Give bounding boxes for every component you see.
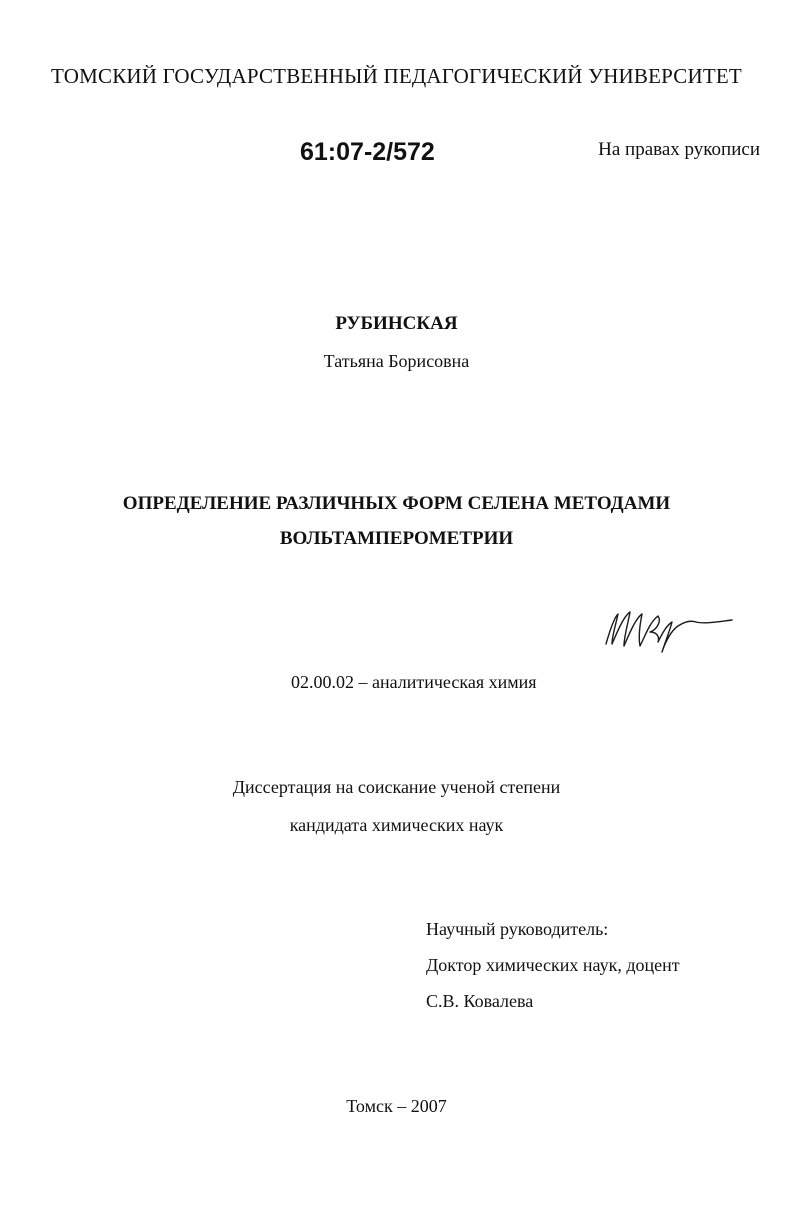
university-name: ТОМСКИЙ ГОСУДАРСТВЕННЫЙ ПЕДАГОГИЧЕСКИЙ УНИВЕРСИТЕТ bbox=[51, 64, 742, 88]
catalog-code: 61:07-2/572 bbox=[300, 138, 435, 166]
dissertation-title-line-2: ВОЛЬТАМПЕРОМЕТРИИ bbox=[279, 528, 514, 549]
dissertation-title-line-1: ОПРЕДЕЛЕНИЕ РАЗЛИЧНЫХ ФОРМ СЕЛЕНА МЕТОДАМИ bbox=[122, 493, 671, 514]
degree-statement-line-1: Диссертация на соискание ученой степени bbox=[232, 777, 561, 797]
supervisor-name: С.В. Ковалева bbox=[426, 991, 534, 1011]
degree-statement-line-2: кандидата химических наук bbox=[289, 815, 504, 835]
supervisor-degree: Доктор химических наук, доцент bbox=[426, 955, 680, 975]
author-surname: РУБИНСКАЯ bbox=[335, 313, 458, 334]
specialty-code: 02.00.02 – аналитическая химия bbox=[291, 672, 537, 692]
signature-icon bbox=[600, 600, 740, 660]
author-given-names: Татьяна Борисовна bbox=[323, 351, 470, 371]
city-year: Томск – 2007 bbox=[346, 1096, 447, 1116]
supervisor-label: Научный руководитель: bbox=[426, 919, 609, 939]
manuscript-rights-note: На правах рукописи bbox=[598, 139, 760, 160]
